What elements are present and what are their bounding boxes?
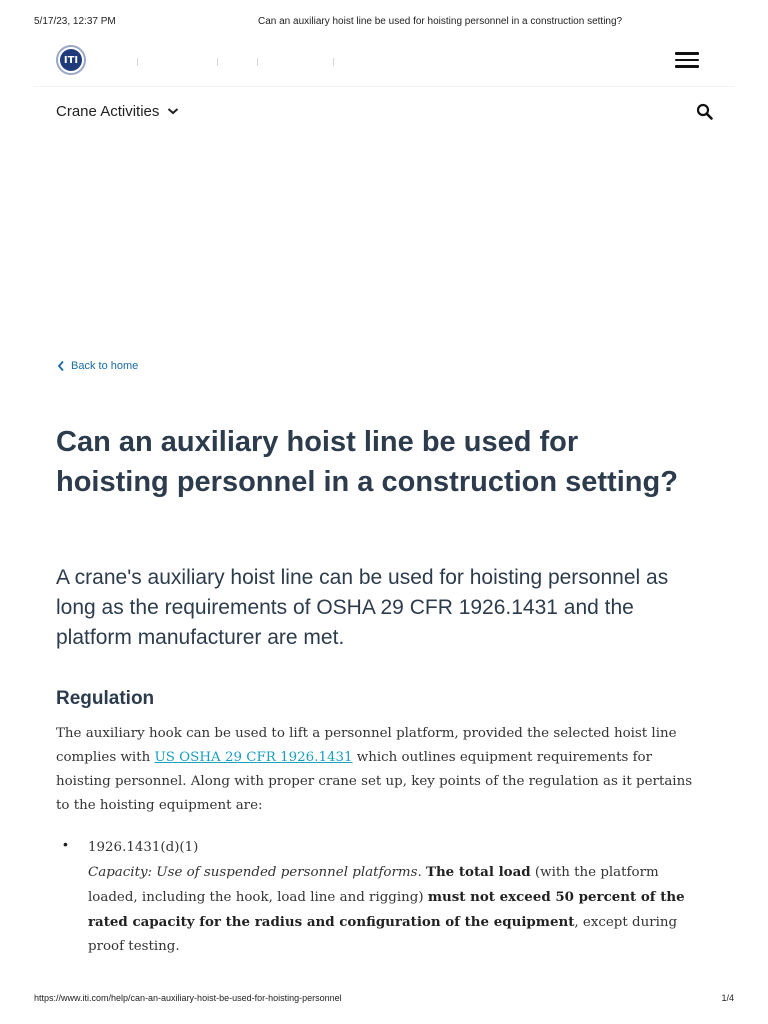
text-2: , except during proof testing. [88, 915, 678, 954]
page-number: 1/4 [721, 993, 734, 1003]
back-to-home-label: Back to home [71, 360, 139, 372]
print-url: https://www.iti.com/help/can-an-auxiliary-hoist-be-used-for-hoisting-personnel [34, 993, 342, 1003]
logo-wordmark-faded [95, 52, 355, 66]
list-bullet: • [63, 836, 68, 852]
print-footer [34, 993, 734, 1007]
search-icon[interactable] [696, 103, 714, 121]
chevron-left-icon [57, 360, 65, 372]
page-title: Can an auxiliary hoist line be used for hoisting personnel in a construction setting? [56, 426, 678, 498]
osha-regulation-link[interactable]: US OSHA 29 CFR 1926.1431 [154, 750, 353, 765]
crane-activities-dropdown[interactable] [56, 101, 179, 121]
text-1: (with the platform loaded, including the hook, load line and rigging) [88, 865, 659, 905]
iti-logo[interactable] [56, 45, 86, 75]
chevron-down-icon [167, 107, 179, 115]
crane-activities-label: Crane Activities [56, 102, 160, 120]
regulation-code: 1926.1431(d)(1) [88, 840, 199, 855]
list-item [88, 836, 708, 959]
print-title: Can an auxiliary hoist line be used for hoisting personnel in a construction setting? [258, 16, 623, 27]
print-date: 5/17/23, 12:37 PM [34, 16, 116, 27]
hamburger-menu-icon[interactable] [675, 52, 699, 68]
regulation-detail [88, 860, 708, 959]
bold-text-2: must not exceed 50 percent of the rated capacity for the radius and configuration of the equipment [88, 889, 685, 930]
article-lead: A crane's auxiliary hoist line can be used for hoisting personnel as long as the requirements of OSHA 29 CFR 1926.1431 and the platform manufacturer are met. [56, 566, 669, 649]
logo-mark: ITI [60, 49, 82, 71]
paragraph-text-after-link: which outlines equipment requirements for hoisting personnel. Along with proper crane set up, key points of the regulation as it pertains to the hoisting equipment are: [56, 750, 693, 813]
bold-text-1: The total load [425, 864, 531, 880]
italic-lead: Capacity: Use of suspended personnel platforms. [88, 865, 422, 880]
section-heading-regulation: Regulation [56, 688, 155, 709]
regulation-paragraph [56, 722, 704, 818]
back-to-home-link[interactable] [57, 360, 138, 372]
print-header [34, 16, 734, 30]
header-divider [34, 86, 734, 87]
paragraph-text-before-link: The auxiliary hook can be used to lift a personnel platform, provided the selected hoist line complies with [56, 726, 677, 765]
